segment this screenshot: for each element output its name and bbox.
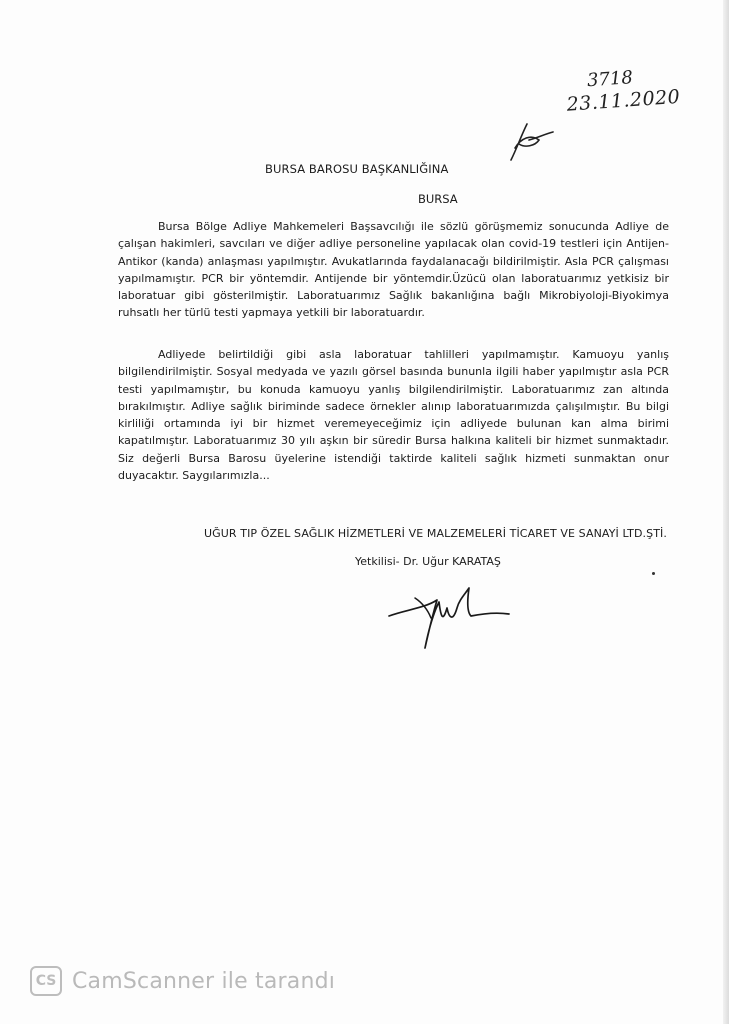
letter-recipient: BURSA BAROSU BAŞKANLIĞINA <box>265 162 449 176</box>
letter-paragraph-1: Bursa Bölge Adliye Mahkemeleri Başsavcılığı ile sözlü görüşmemiz sonucunda Adliye de çalışan hakimleri, savcıları ve diğer adliye personeline yapılacak olan covid-19 testleri için Antijen-Antikor (kanda) anlaşması yapılmıştır. Avukatlarında faydalanacağı bildirilmiştir. Asla PCR çalışması yapılmamıştır. PCR bir yöntemdir. Antijende bir yöntemdir.Üzücü olan laboratuarımız yetkisiz bir laboratuar gibi gösterilmiştir. Laboratuarımız Sağlık bakanlığına bağlı Mikrobiyoloji-Biyokimya ruhsatlı her türlü testi yapmaya yetkili bir laboratuardır. <box>118 220 669 320</box>
handwritten-initial-mark <box>505 118 555 164</box>
page-edge-shadow <box>723 0 729 1024</box>
handwritten-signature <box>385 578 515 653</box>
camscanner-logo-icon: CS <box>30 966 62 996</box>
signer-name: Yetkilisi- Dr. Uğur KARATAŞ <box>355 555 501 568</box>
camscanner-watermark <box>30 966 335 996</box>
receipt-number: 3718 <box>586 67 634 92</box>
receipt-date: 23.11.2020 <box>565 85 681 116</box>
handwritten-receipt-stamp <box>558 64 681 122</box>
letter-city: BURSA <box>418 192 458 206</box>
ink-dot <box>652 572 655 575</box>
company-name: UĞUR TIP ÖZEL SAĞLIK HİZMETLERİ VE MALZEMELERİ TİCARET VE SANAYİ LTD.ŞTİ. <box>204 527 667 540</box>
letter-paragraph-2: Adliyede belirtildiği gibi asla laboratuar tahlilleri yapılmamıştır. Kamuoyu yanlış bilgilendirilmiştir. Sosyal medyada ve yazılı görsel basında bununla ilgili haber yapılmıştır asla PCR testi yapılmamıştır, bu konuda kamuoyu yanlış bilgilendirilmiştir. Laboratuarımız zan altında bırakılmıştır. Adliye sağlık biriminde sadece örnekler alınıp laboratuarımızda çalışılmıştır. Bu bilgi kirliliği ortamında iyi bir hizmet veremeyeceğimiz için adliyede bulunan kan alma birimi kapatılmıştır. Laboratuarımız 30 yılı aşkın bir süredir Bursa halkına kaliteli bir hizmet sunmaktadır. Siz değerli Bursa Barosu üyelerine istendiği taktirde kaliteli sağlık hizmeti sunmaktan onur duyacaktır. Saygılarımızla... <box>118 348 669 483</box>
watermark-text: CamScanner ile tarandı <box>72 968 336 994</box>
